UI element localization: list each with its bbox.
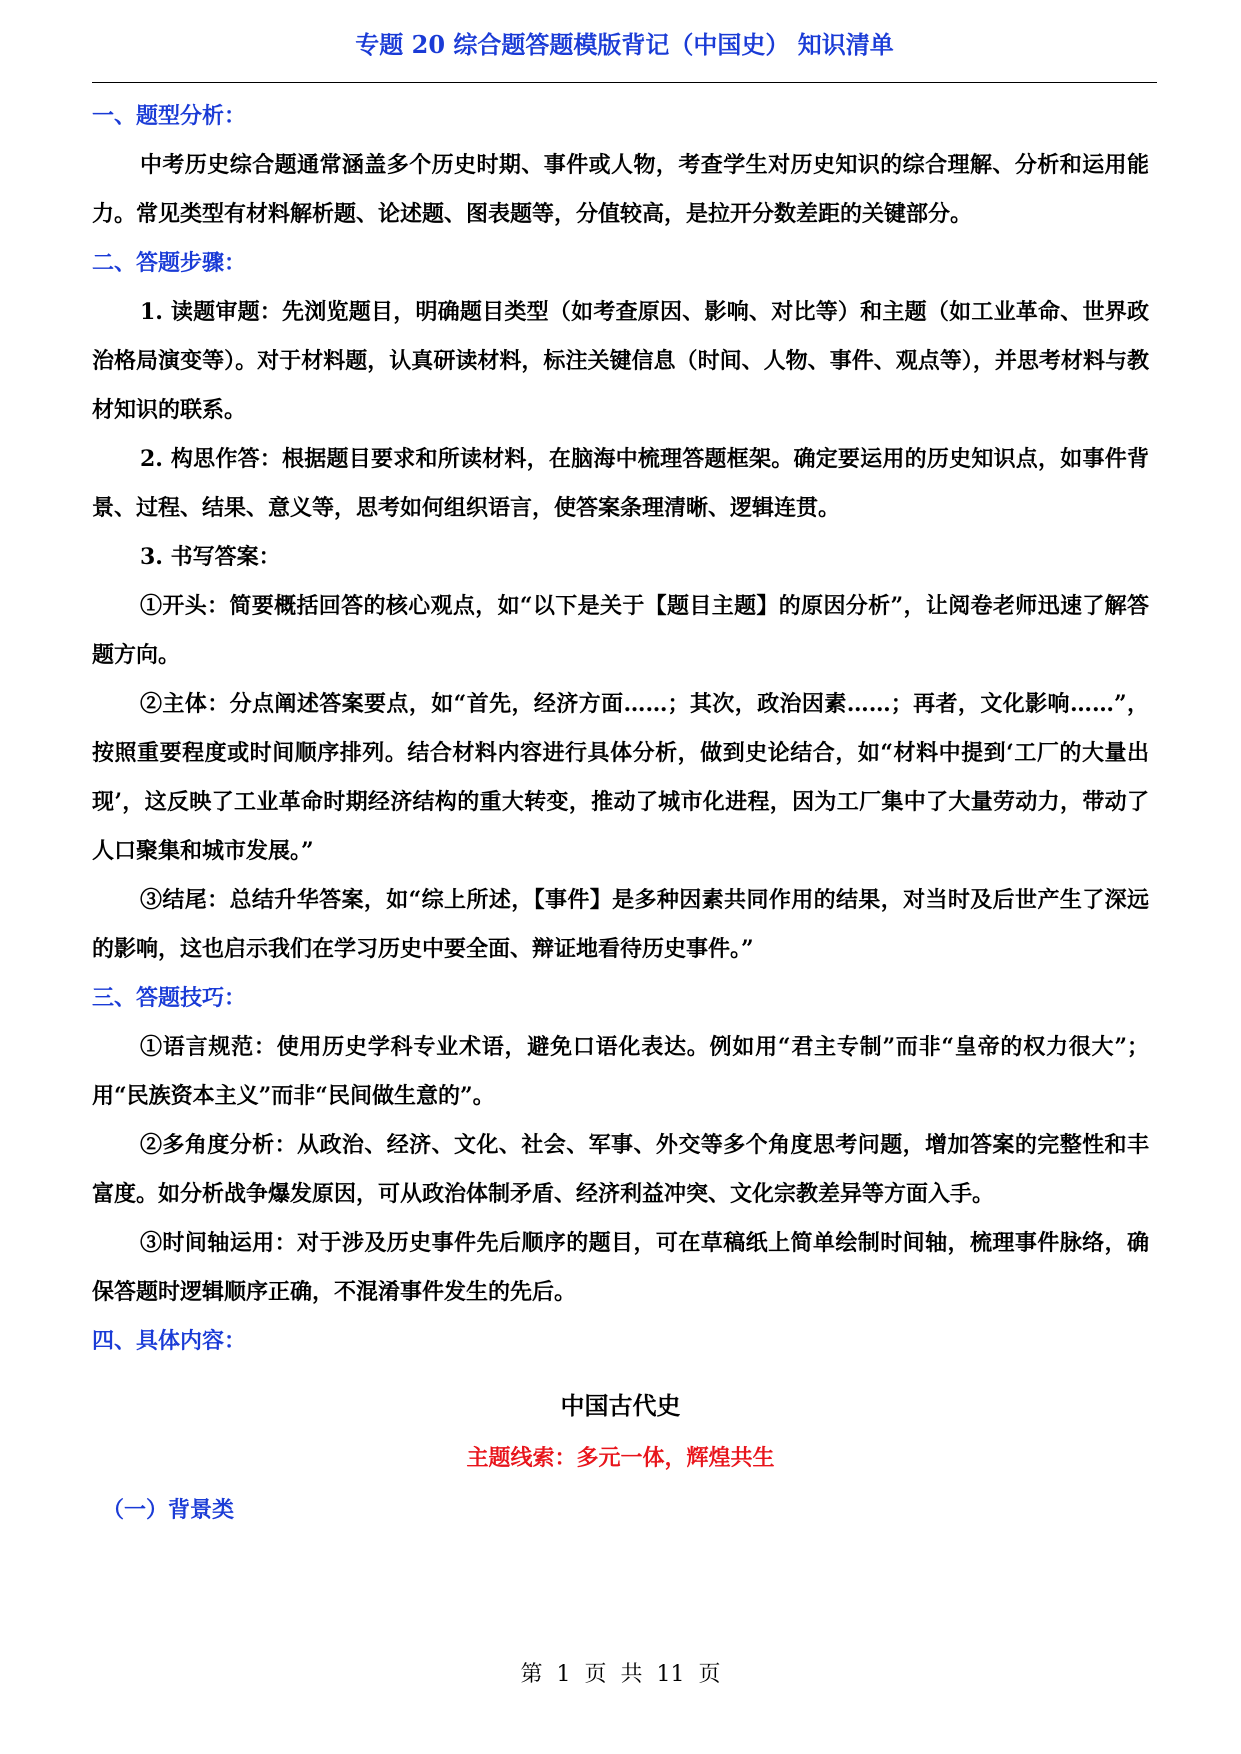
paragraph-step-read: 1. 读题审题：先浏览题目，明确题目类型（如考查原因、影响、对比等）和主题（如工业革命、世界政治格局演变等）。对于材料题，认真研读材料，标注关键信息（时间、人物、事件、观点等），并思考材料与教材知识的联系。 [92, 299, 1149, 423]
section-heading-specific-content: 四、具体内容： [92, 1328, 247, 1354]
paragraph-question-type-analysis: 中考历史综合题通常涵盖多个历史时期、事件或人物，考查学生对历史知识的综合理解、分析和运用能力。常见类型有材料解析题、论述题、图表题等，分值较高，是拉开分数差距的关键部分。 [92, 152, 1149, 227]
paragraph-opening: ①开头：简要概括回答的核心观点，如“以下是关于【题目主题】的原因分析”，让阅卷老师迅速了解答题方向。 [92, 593, 1149, 668]
paragraph-step-write: 3. 书写答案： [140, 544, 281, 570]
document-header-title: 专题 20 综合题答题模版背记（中国史） 知识清单 [355, 30, 894, 59]
chapter-title: 中国古代史 [560, 1392, 681, 1420]
header-divider [92, 82, 1157, 83]
paragraph-step-plan: 2. 构思作答：根据题目要求和所读材料，在脑海中梳理答题框架。确定要运用的历史知识点，如事件背景、过程、结果、意义等，思考如何组织语言，使答案条理清晰、逻辑连贯。 [92, 446, 1149, 521]
paragraph-ending: ③结尾：总结升华答案，如“综上所述，【事件】是多种因素共同作用的结果，对当时及后世产生了深远的影响，这也启示我们在学习历史中要全面、辩证地看待历史事件。” [92, 887, 1149, 962]
page-number-label: 第 1 页 共 11 页 [520, 1662, 721, 1687]
theme-line: 主题线索：多元一体，辉煌共生 [466, 1445, 775, 1471]
paragraph-tip-language: ①语言规范：使用历史学科专业术语，避免口语化表达。例如用“君主专制”而非“皇帝的权力很大”；用“民族资本主义”而非“民间做生意的”。 [92, 1034, 1149, 1109]
subsection-heading-background: （一）背景类 [102, 1497, 235, 1523]
document-body [92, 92, 1149, 1536]
section-heading-question-type: 一、题型分析： [92, 103, 247, 129]
section-heading-answer-steps: 二、答题步骤： [92, 250, 247, 276]
paragraph-body: ②主体：分点阐述答案要点，如“首先，经济方面……；其次，政治因素……；再者，文化影响……”，按照重要程度或时间顺序排列。结合材料内容进行具体分析，做到史论结合，如“材料中提到‘工厂的大量出现’，这反映了工业革命时期经济结构的重大转变，推动了城市化进程，因为工厂集中了大量劳动力，带动了人口聚集和城市发展。” [92, 691, 1149, 864]
paragraph-tip-timeline: ③时间轴运用：对于涉及历史事件先后顺序的题目，可在草稿纸上简单绘制时间轴，梳理事件脉络，确保答题时逻辑顺序正确，不混淆事件发生的先后。 [92, 1230, 1149, 1305]
paragraph-tip-multi-angle: ②多角度分析：从政治、经济、文化、社会、军事、外交等多个角度思考问题，增加答案的完整性和丰富度。如分析战争爆发原因，可从政治体制矛盾、经济利益冲突、文化宗教差异等方面入手。 [92, 1132, 1149, 1207]
section-heading-answer-tips: 三、答题技巧： [92, 985, 247, 1011]
page-number-footer [0, 1660, 1241, 1690]
